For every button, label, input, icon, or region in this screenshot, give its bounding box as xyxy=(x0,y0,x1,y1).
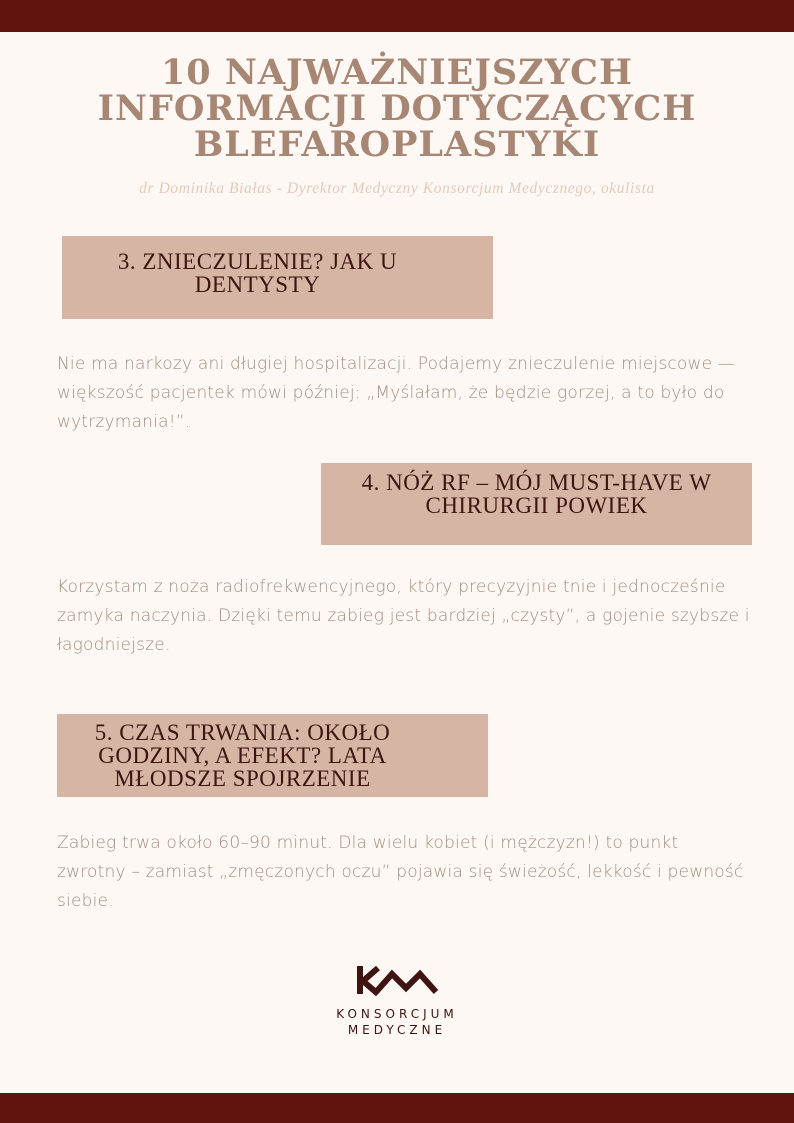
logo-text-line-2: MEDYCZNE xyxy=(347,1023,447,1037)
section-heading-box-4 xyxy=(321,463,752,545)
logo-text-line-1: KONSORCJUM xyxy=(336,1007,458,1021)
section-body-4: Korzystam z noża radiofrekwencyjnego, który precyzyjnie tnie i jednocześnie zamyka naczynia. Dzięki temu zabieg jest bardziej „czysty”, a gojenie szybsze i łagodniejsze. xyxy=(57,577,750,655)
section-heading-4: 4. NÓŻ RF – MÓJ MUST-HAVE W CHIRURGII POWIEK xyxy=(361,470,712,518)
top-bar xyxy=(0,0,794,32)
section-heading-box-3 xyxy=(62,236,493,319)
bottom-bar xyxy=(0,1093,794,1123)
page-title xyxy=(60,52,734,165)
section-heading-box-5 xyxy=(57,714,488,797)
company-logo xyxy=(0,962,794,1038)
title-line-2: INFORMACJI DOTYCZĄCYCH xyxy=(97,88,697,129)
section-heading-5: 5. CZAS TRWANIA: OKOŁO GODZINY, A EFEKT? LATA MŁODSZE SPOJRZENIE xyxy=(94,720,391,791)
km-logo-icon xyxy=(354,962,440,998)
title-line-3: BLEFAROPLASTYKI xyxy=(193,124,601,165)
section-heading-3: 3. ZNIECZULENIE? JAK U DENTYSTY xyxy=(117,248,398,297)
title-line-1: 10 NAJWAŻNIEJSZYCH xyxy=(160,52,634,93)
author-subtitle: dr Dominika Białas - Dyrektor Medyczny Konsorcjum Medycznego, okulista xyxy=(139,180,655,197)
section-body-5: Zabieg trwa około 60–90 minut. Dla wielu kobiet (i mężczyzn!) to punkt zwrotny – zamiast „zmęczonych oczu” pojawia się świeżość, lekkość i pewność siebie. xyxy=(57,833,744,911)
section-body-3: Nie ma narkozy ani długiej hospitalizacji. Podajemy znieczulenie miejscowe — większość pacjentek mówi później: „Myślałam, że będzie gorzej, a to było do wytrzymania!”. xyxy=(57,354,736,432)
